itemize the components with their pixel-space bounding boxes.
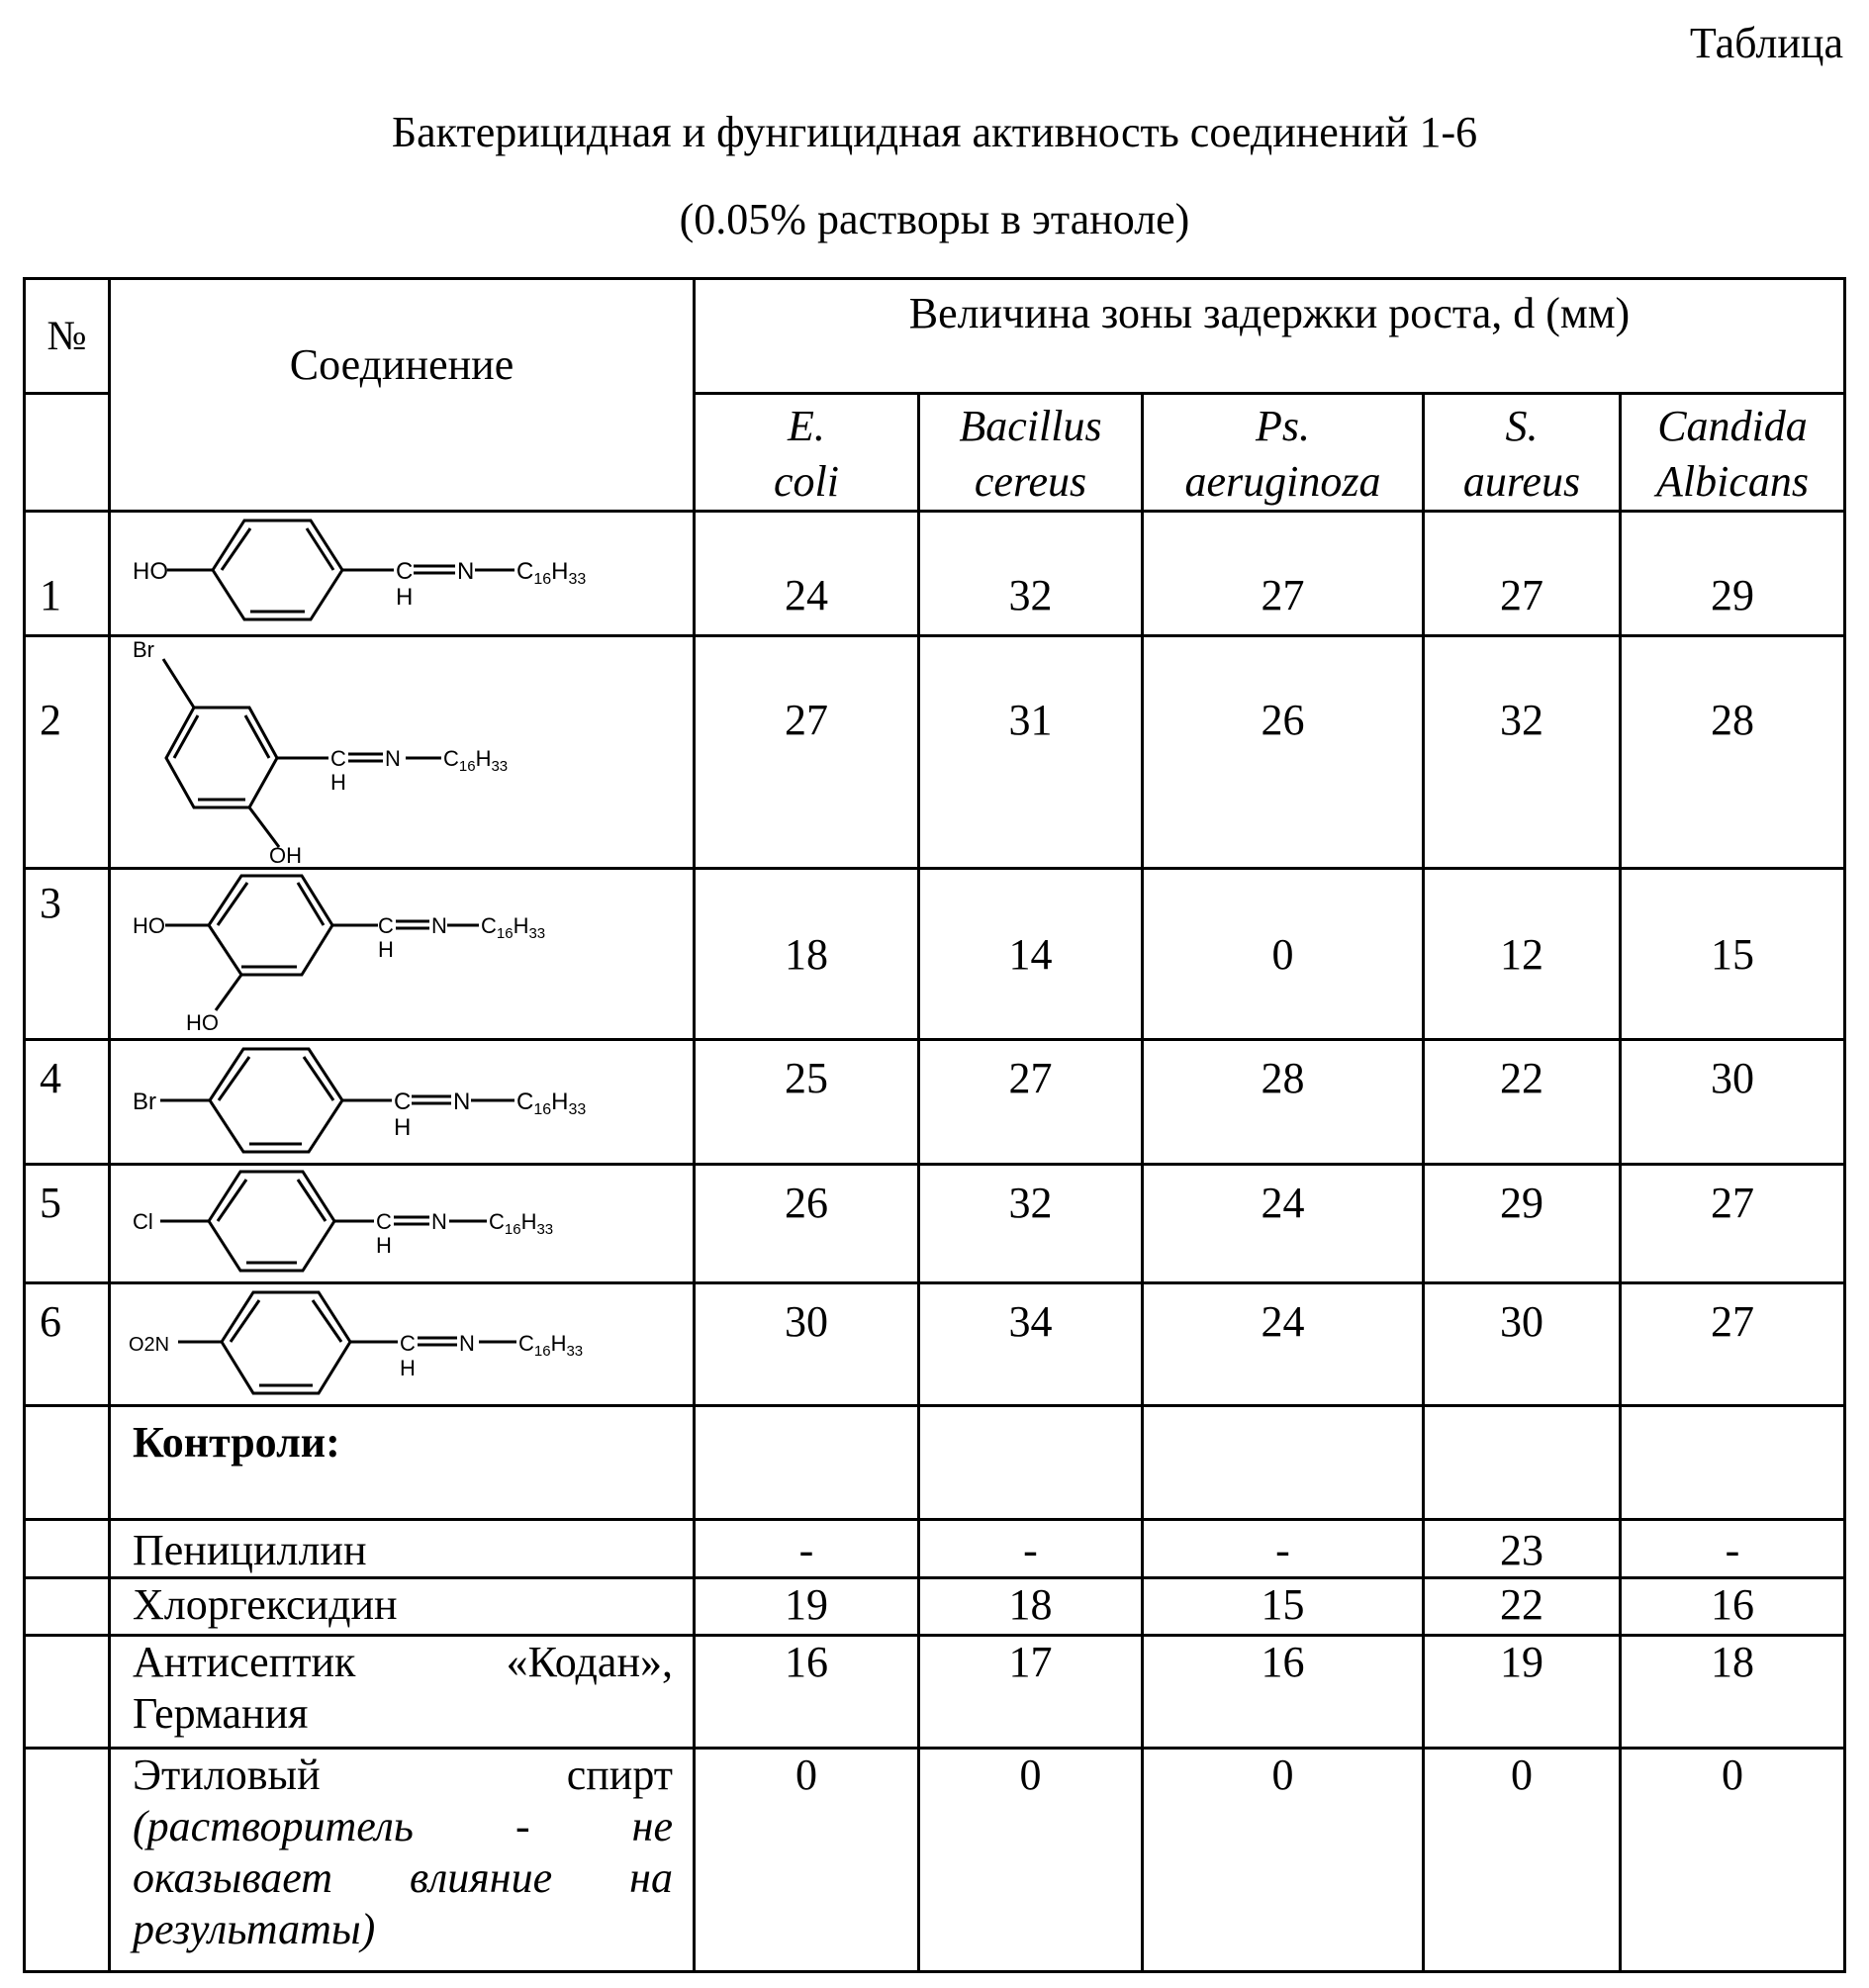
structure-4-bromo-icon	[111, 1041, 690, 1160]
control-name-part: Антисептик	[133, 1638, 356, 1686]
compound-row	[25, 636, 1845, 869]
control-name-part: «Кодан»,	[506, 1638, 673, 1686]
control-name: Хлоргексидин	[110, 1578, 695, 1636]
imine-nitrogen-label: N	[453, 1089, 471, 1115]
value-cell: 16	[1143, 1636, 1424, 1749]
organism-line: S.	[1505, 402, 1539, 450]
compound-row	[25, 869, 1845, 1040]
empty-cell	[25, 1406, 110, 1520]
compound-number: 1	[25, 512, 110, 636]
empty-cell	[1424, 1406, 1621, 1520]
value-cell: 26	[695, 1165, 919, 1283]
value-cell: 15	[1143, 1578, 1424, 1636]
substituent2-label: HO	[186, 1010, 219, 1035]
imine-hydrogen-label: H	[376, 1233, 392, 1258]
value-cell: 17	[919, 1636, 1143, 1749]
alkyl-chain-label: $C_{16}H_{33}$	[489, 1209, 554, 1238]
imine-nitrogen-label: N	[459, 1331, 475, 1356]
imine-carbon-label: C	[330, 746, 346, 771]
compound-number: 2	[25, 636, 110, 869]
substituent-label: Br	[133, 1089, 156, 1115]
value-cell: 27	[695, 636, 919, 869]
value-cell: 22	[1424, 1578, 1621, 1636]
header-organism	[1143, 394, 1424, 512]
imine-nitrogen-label: N	[431, 1209, 447, 1234]
value-cell: 27	[1143, 512, 1424, 636]
value-cell: 0	[919, 1749, 1143, 1972]
value-cell: 23	[1424, 1520, 1621, 1578]
compound-number: 5	[25, 1165, 110, 1283]
value-cell: 12	[1424, 869, 1621, 1040]
organism-line: cereus	[974, 457, 1087, 506]
substituent-label: O2N	[129, 1334, 170, 1356]
value-cell: -	[695, 1520, 919, 1578]
empty-cell	[919, 1406, 1143, 1520]
value-cell: 32	[919, 1165, 1143, 1283]
control-name	[110, 1636, 695, 1749]
value-cell: 29	[1621, 512, 1845, 636]
value-cell: 24	[695, 512, 919, 636]
controls-heading: Контроли:	[110, 1406, 695, 1520]
nitro-group-parts: O2N	[129, 1387, 149, 1398]
header-group	[695, 279, 1845, 394]
compound-structure	[110, 1165, 695, 1283]
empty-cell	[25, 1749, 110, 1972]
compound-number: 3	[25, 869, 110, 1040]
alkyl-chain-label: $C_{16}H_{33}$	[516, 558, 587, 588]
control-note: (растворитель - не оказывает влияние на результаты)	[133, 1802, 673, 1953]
empty-cell	[25, 1578, 110, 1636]
value-cell: 27	[1621, 1283, 1845, 1406]
control-name-part: Этиловый	[133, 1751, 321, 1799]
compound-row	[25, 1283, 1845, 1406]
value-cell: 32	[1424, 636, 1621, 869]
substituent-label: HO	[133, 558, 168, 585]
structure-4-hydroxy-icon	[111, 513, 690, 631]
structure-4-nitro-icon	[111, 1284, 690, 1401]
value-cell: 28	[1621, 636, 1845, 869]
header-compound-label: Соединение	[289, 340, 514, 389]
alkyl-chain-label: $C_{16}H_{33}$	[518, 1331, 584, 1360]
compound-row	[25, 512, 1845, 636]
substituent2-label: OH	[269, 843, 302, 865]
header-organism	[1621, 394, 1845, 512]
header-organism	[1424, 394, 1621, 512]
compound-structure	[110, 869, 695, 1040]
table-caption-label: Таблица	[1689, 19, 1843, 67]
organism-line: aeruginoza	[1184, 457, 1381, 506]
value-cell: 34	[919, 1283, 1143, 1406]
imine-carbon-label: C	[394, 1089, 412, 1115]
header-number	[25, 279, 110, 394]
value-cell: 24	[1143, 1165, 1424, 1283]
empty-cell	[1621, 1406, 1845, 1520]
value-cell: 15	[1621, 869, 1845, 1040]
substituent-label: Cl	[133, 1209, 153, 1234]
organism-line: Bacillus	[959, 402, 1102, 450]
value-cell: 27	[1621, 1165, 1845, 1283]
value-cell: 16	[695, 1636, 919, 1749]
compound-number: 6	[25, 1283, 110, 1406]
imine-carbon-label: C	[396, 558, 414, 585]
empty-cell	[1143, 1406, 1424, 1520]
header-number-label: №	[47, 313, 87, 359]
value-cell: 32	[919, 512, 1143, 636]
value-cell: -	[1143, 1520, 1424, 1578]
value-cell: 18	[695, 869, 919, 1040]
alkyl-chain-label: $C_{16}H_{33}$	[443, 746, 509, 775]
control-name: Пенициллин	[110, 1520, 695, 1578]
substituent-label: Br	[133, 637, 154, 662]
imine-hydrogen-label: H	[330, 770, 346, 795]
value-cell: -	[1621, 1520, 1845, 1578]
alkyl-chain-label: $C_{16}H_{33}$	[481, 913, 546, 942]
empty-cell	[25, 1636, 110, 1749]
value-cell: 18	[1621, 1636, 1845, 1749]
value-cell: 26	[1143, 636, 1424, 869]
value-cell: 22	[1424, 1040, 1621, 1165]
imine-carbon-label: C	[376, 1209, 392, 1234]
header-number-empty	[25, 394, 110, 512]
value-cell: 19	[1424, 1636, 1621, 1749]
organism-line: Candida	[1657, 402, 1808, 450]
control-row	[25, 1749, 1845, 1972]
control-name-part: Германия	[133, 1689, 309, 1738]
imine-nitrogen-label: N	[385, 746, 401, 771]
compound-row	[25, 1040, 1845, 1165]
table-subtitle: (0.05% растворы в этаноле)	[679, 195, 1190, 243]
value-cell: 0	[1424, 1749, 1621, 1972]
value-cell: 0	[1143, 869, 1424, 1040]
controls-heading-row	[25, 1406, 1845, 1520]
substituent-label: HO	[133, 913, 165, 938]
value-cell: 0	[1621, 1749, 1845, 1972]
imine-carbon-label: C	[400, 1331, 416, 1356]
compound-structure	[110, 1040, 695, 1165]
control-row	[25, 1520, 1845, 1578]
value-cell: 29	[1424, 1165, 1621, 1283]
structure-5-bromo-2-hydroxy-icon	[111, 637, 690, 865]
imine-hydrogen-label: H	[400, 1356, 416, 1380]
value-cell: 30	[695, 1283, 919, 1406]
organism-line: Ps.	[1256, 402, 1310, 450]
organism-line: E.	[788, 402, 825, 450]
table-title: Бактерицидная и фунгицидная активность соединений 1-6	[391, 108, 1478, 156]
control-row	[25, 1578, 1845, 1636]
imine-nitrogen-label: N	[457, 558, 475, 585]
value-cell: 19	[695, 1578, 919, 1636]
value-cell: 0	[695, 1749, 919, 1972]
alkyl-chain-label: $C_{16}H_{33}$	[516, 1089, 587, 1118]
structure-3-4-dihydroxy-icon	[111, 870, 690, 1036]
imine-nitrogen-label: N	[431, 913, 447, 938]
results-table	[23, 277, 1846, 1973]
value-cell: 27	[919, 1040, 1143, 1165]
control-name-part: спирт	[566, 1751, 673, 1799]
header-row	[25, 279, 1845, 394]
header-compound	[110, 279, 695, 512]
imine-hydrogen-label: H	[396, 584, 414, 611]
organism-line: aureus	[1462, 457, 1581, 506]
value-cell: 0	[1143, 1749, 1424, 1972]
value-cell: 28	[1143, 1040, 1424, 1165]
organism-line: coli	[774, 457, 839, 506]
value-cell: 25	[695, 1040, 919, 1165]
control-name	[110, 1749, 695, 1972]
compound-structure	[110, 1283, 695, 1406]
value-cell: 24	[1143, 1283, 1424, 1406]
compound-structure	[110, 636, 695, 869]
value-cell: 30	[1621, 1040, 1845, 1165]
header-group-label: Величина зоны задержки роста, d (мм)	[908, 289, 1631, 337]
imine-hydrogen-label: H	[394, 1114, 412, 1141]
empty-cell	[695, 1406, 919, 1520]
empty-cell	[25, 1520, 110, 1578]
value-cell: 31	[919, 636, 1143, 869]
imine-carbon-label: C	[378, 913, 394, 938]
organism-line: Albicans	[1656, 457, 1809, 506]
value-cell: 18	[919, 1578, 1143, 1636]
header-organism	[695, 394, 919, 512]
compound-structure	[110, 512, 695, 636]
control-row	[25, 1636, 1845, 1749]
value-cell: 14	[919, 869, 1143, 1040]
imine-hydrogen-label: H	[378, 937, 394, 962]
compound-number: 4	[25, 1040, 110, 1165]
value-cell: 27	[1424, 512, 1621, 636]
header-organism	[919, 394, 1143, 512]
structure-4-chloro-icon	[111, 1166, 690, 1278]
value-cell: 30	[1424, 1283, 1621, 1406]
compound-row	[25, 1165, 1845, 1283]
value-cell: 16	[1621, 1578, 1845, 1636]
value-cell: -	[919, 1520, 1143, 1578]
